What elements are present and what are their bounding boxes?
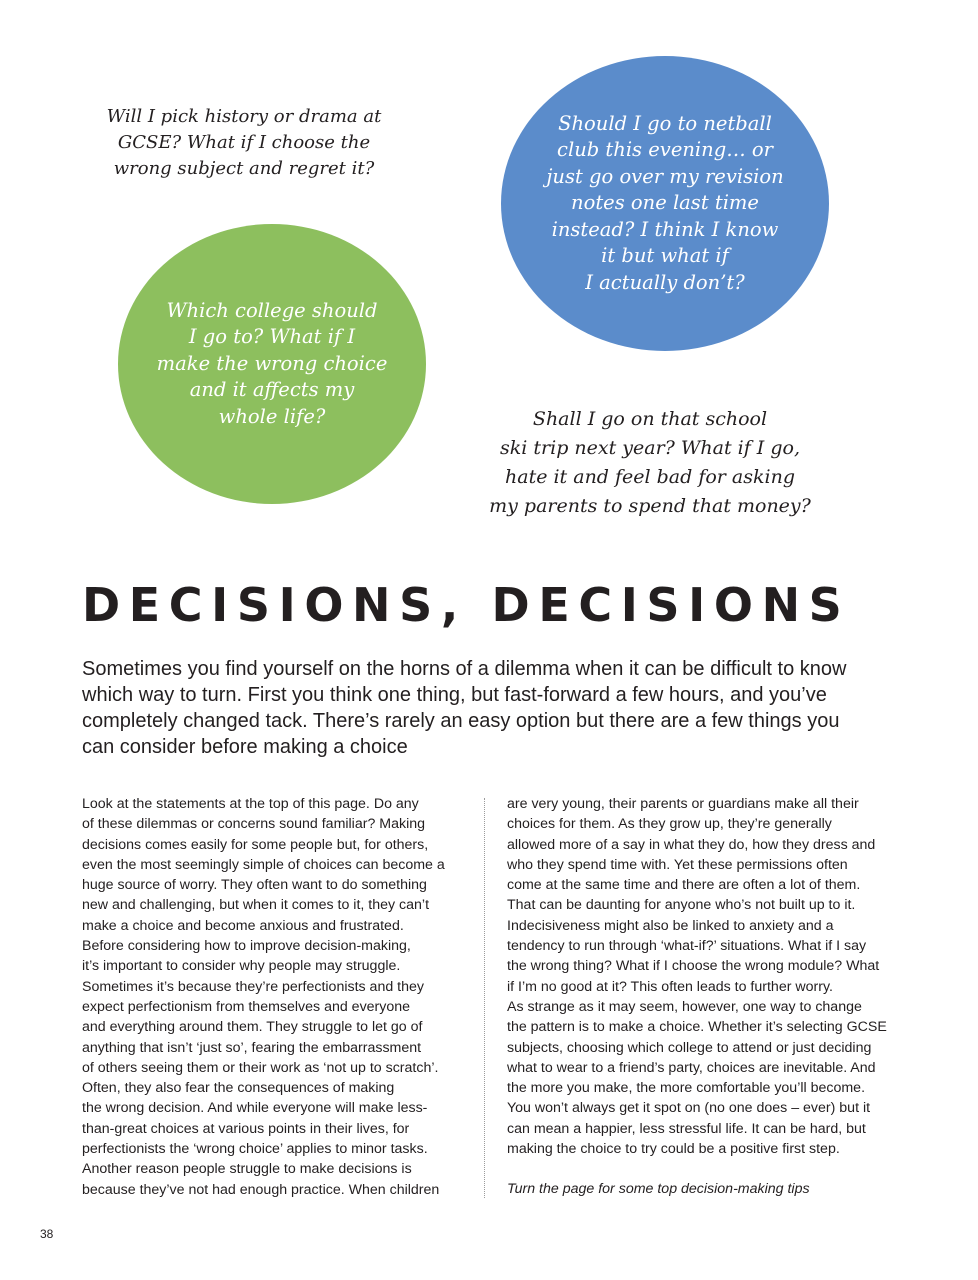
quote-netball: Should I go to netball club this evening… or just go over my revision notes one last time instead? I think I know it but what if I actually don’t? [546, 111, 784, 294]
quote-bubble-blue [501, 56, 829, 351]
body-paragraph: Another reason people struggle to make decisions is because they’ve not had enough practice. When children [82, 1161, 440, 1198]
body-paragraph: Sometimes it’s because they’re perfectionists and they expect perfectionism from themselves and everyone and everything around them. They struggle to let go of anything that isn’t ‘just so’, fearing the embarrassment of others seeing them or their work as ‘not up to scratch’. [82, 978, 439, 1076]
body-paragraph: Before considering how to improve decision-making, it’s important to consider why people may struggle. [82, 938, 411, 975]
article-standfirst: Sometimes you find yourself on the horns of a dilemma when it can be difficult to know which way to turn. First you think one thing, but fast-forward a few hours, and you’ve completely changed tack. There’s rarely an easy option but there are a few things you can consider before making a choice [82, 658, 847, 758]
column-divider [484, 798, 485, 1198]
quote-ski-trip: Shall I go on that school ski trip next year? What if I go, hate it and feel bad for asking my parents to spend that money? [489, 408, 811, 517]
body-column-right [507, 794, 907, 1200]
quote-history-drama: Will I pick history or drama at GCSE? What if I choose the wrong subject and regret it? [106, 106, 382, 179]
article-heading: DECISIONS, DECISIONS [82, 578, 851, 632]
body-paragraph: Look at the statements at the top of this page. Do any of these dilemmas or concerns sound familiar? Making decisions comes easily for some people but, for others, even the most seemingly simple of choices can become a huge source of worry. They often want to do something new and challenging, but when it comes to it, they can’t make a choice and become anxious and frustrated. [82, 796, 445, 934]
body-paragraph: Indecisiveness might also be linked to anxiety and a tendency to run through ‘what-if?’ situations. What if I say the wrong thing? What if I choose the wrong module? What if I’m no good at it? This often leads to further worry. [507, 917, 880, 995]
body-column-left [82, 794, 467, 1200]
next-page-tip: Turn the page for some top decision-making tips [507, 1181, 810, 1198]
quote-college: Which college should I go to? What if I make the wrong choice and it affects my whole life? [156, 298, 388, 428]
body-paragraph: Often, they also fear the consequences of making the wrong decision. And while everyone will make less- than-great choices at various points in their lives, for perfectionists the ‘wrong choice’ applies to minor tasks. [82, 1080, 428, 1158]
quote-bubble-green [118, 224, 426, 504]
page-number: 38 [40, 1227, 54, 1241]
body-paragraph: are very young, their parents or guardians make all their choices for them. As they grow up, they’re generally allowed more of a say in what they do, how they dress and who they spend time with. Yet these permissions often come at the same time and there are often a lot of them. That can be daunting for anyone who’s not built up to it. [507, 796, 876, 914]
body-paragraph: As strange as it may seem, however, one way to change the pattern is to make a choice. Whether it’s selecting GCSE subjects, choosing which college to attend or just deciding what to wear to a friend’s party, choices are inevitable. And the more you make, the more comfortable you’ll become. You won’t always get it spot on (no one does – ever) but it can mean a happier, less stressful life. It can be hard, but making the choice to try could be a positive first step. [507, 998, 887, 1158]
